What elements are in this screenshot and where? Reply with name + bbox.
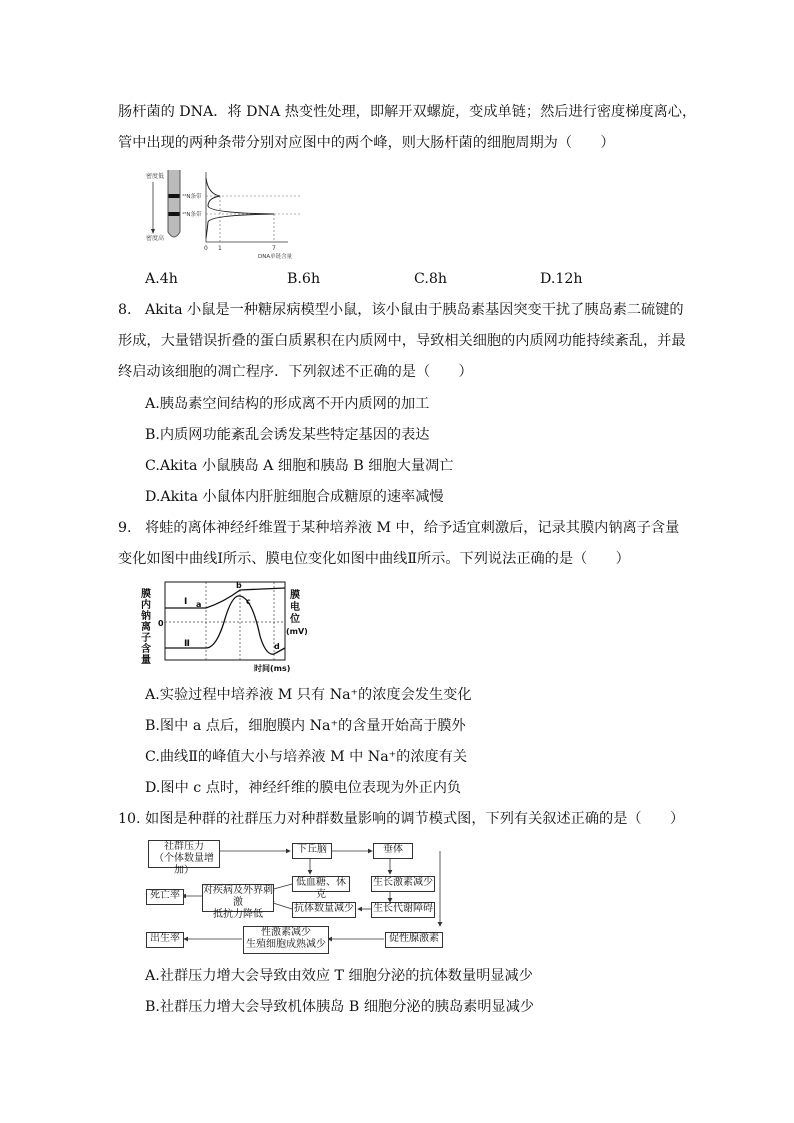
svg-text:a: a (196, 600, 202, 609)
q7-figure (140, 166, 310, 262)
q7-fig-xlabel: DNA单链含量 (258, 254, 293, 260)
q10-box-birth-rate: 出生率 (146, 932, 184, 948)
q10-box-death-rate: 死亡率 (146, 889, 184, 905)
svg-text:c: c (246, 597, 251, 606)
q8-number: 8. (118, 302, 132, 318)
q8-option-a[interactable]: A.胰岛素空间结构的形成离不开内质网的加工 (145, 396, 430, 412)
svg-text:电: 电 (290, 602, 300, 613)
svg-text:1: 1 (218, 245, 222, 252)
q10-number: 10. (118, 811, 141, 827)
q7-option-c[interactable]: C.8h (414, 271, 448, 287)
q8-option-d[interactable]: D.Akita 小鼠体内肝脏细胞合成糖原的速率减慢 (145, 489, 444, 505)
q9-text-line1: 将蛙的离体神经纤维置于某种培养液 M 中，给予适宜刺激后，记录其膜内钠离子含量 (145, 520, 680, 536)
q9-option-c[interactable]: C.曲线Ⅱ的峰值大小与培养液 M 中 Na⁺的浓度有关 (145, 749, 468, 765)
q10-box-sex-hormone: 性激素减少 生殖细胞成熟减少 (243, 926, 329, 954)
svg-text:Ⅱ: Ⅱ (184, 639, 190, 649)
q10-text-line1: 如图是种群的社群压力对种群数量影响的调节模式图，下列有关叙述正确的是（ ） (145, 811, 685, 827)
q10-box-low-sugar: 低血糖、休克 (292, 876, 350, 892)
q7-fig-band-heavy (169, 212, 180, 216)
q10-box-social-pressure: 社群压力 （个体数量增加） (148, 840, 220, 868)
svg-text:0: 0 (204, 245, 208, 252)
q9-number: 9. (118, 520, 132, 536)
q7-option-a[interactable]: A.4h (145, 271, 178, 287)
q8-option-b[interactable]: B.内质网功能紊乱会诱发某些特定基因的表达 (145, 427, 430, 443)
q10-box-metabolism: 生长代谢障碍 (371, 902, 435, 918)
q8-option-c[interactable]: C.Akita 小鼠胰岛 A 细胞和胰岛 B 细胞大量凋亡 (145, 458, 454, 474)
q9-figure (140, 576, 315, 676)
q10-box-resistance: 对疾病及外界刺激 抵抗力降低 (203, 885, 273, 920)
q7-option-b[interactable]: B.6h (287, 271, 321, 287)
q8-text-line1: Akita 小鼠是一种糖尿病模型小鼠，该小鼠由于胰岛素基因突变干扰了胰岛素二硫键的 (145, 302, 684, 318)
svg-text:d: d (274, 642, 280, 651)
q8-text-line3: 终启动该细胞的凋亡程序．下列叙述不正确的是（ ） (118, 364, 473, 380)
q9-option-a[interactable]: A.实验过程中培养液 M 只有 Na⁺的浓度会发生变化 (145, 687, 472, 703)
svg-text:0: 0 (158, 619, 164, 628)
q10-box-gh-down: 生长激素减少 (371, 876, 435, 892)
q9-option-b[interactable]: B.图中 a 点后，细胞膜内 Na⁺的含量开始高于膜外 (145, 718, 466, 734)
q7-option-d[interactable]: D.12h (540, 271, 583, 287)
q7-fig-tube-top: 密度低 (146, 173, 165, 180)
q7-fig-tube-bottom: 密度高 (146, 235, 165, 242)
svg-text:b: b (236, 581, 242, 590)
q10-option-b[interactable]: B.社群压力增大会导致机体胰岛 B 细胞分泌的胰岛素明显减少 (145, 999, 535, 1015)
q7-fig-band1-label: ¹⁴N条带 (182, 194, 202, 200)
q9-option-d[interactable]: D.图中 c 点时，神经纤维的膜电位表现为外正内负 (145, 780, 462, 796)
svg-text:7: 7 (272, 245, 276, 252)
q10-option-a[interactable]: A.社群压力增大会导致由效应 T 细胞分泌的抗体数量明显减少 (145, 968, 533, 984)
q9-fig-ylabel-left: 膜内钠离子含量 (138, 588, 150, 665)
q9-fig-xlabel: 时间(ms) (254, 664, 291, 673)
q10-box-pituitary: 垂体 (373, 843, 413, 859)
svg-text:位: 位 (290, 614, 300, 625)
svg-text:Ⅰ: Ⅰ (184, 597, 188, 607)
q10-box-hypothalamus: 下丘脑 (292, 843, 332, 859)
q7-text-line2: 管中出现的两种条带分别对应图中的两个峰，则大肠杆菌的细胞周期为（ ） (118, 135, 615, 151)
q9-text-line2: 变化如图中曲线Ⅰ所示、膜电位变化如图中曲线Ⅱ所示。下列说法正确的是（ ） (118, 551, 630, 567)
svg-text:(mV): (mV) (286, 627, 308, 636)
q10-box-gonadotropin: 促性腺激素 (385, 932, 443, 948)
q8-text-line2: 形成，大量错误折叠的蛋白质累积在内质网中，导致相关细胞的内质网功能持续紊乱，并最 (118, 333, 686, 349)
q7-fig-band2-label: ¹⁵N条带 (182, 212, 202, 218)
q7-fig-band-light (169, 194, 180, 198)
q7-text-line1: 肠杆菌的 DNA．将 DNA 热变性处理，即解开双螺旋，变成单链；然后进行密度梯度离心， (118, 104, 697, 120)
q10-box-antibody: 抗体数量减少 (292, 902, 356, 918)
svg-text:膜: 膜 (290, 590, 300, 601)
